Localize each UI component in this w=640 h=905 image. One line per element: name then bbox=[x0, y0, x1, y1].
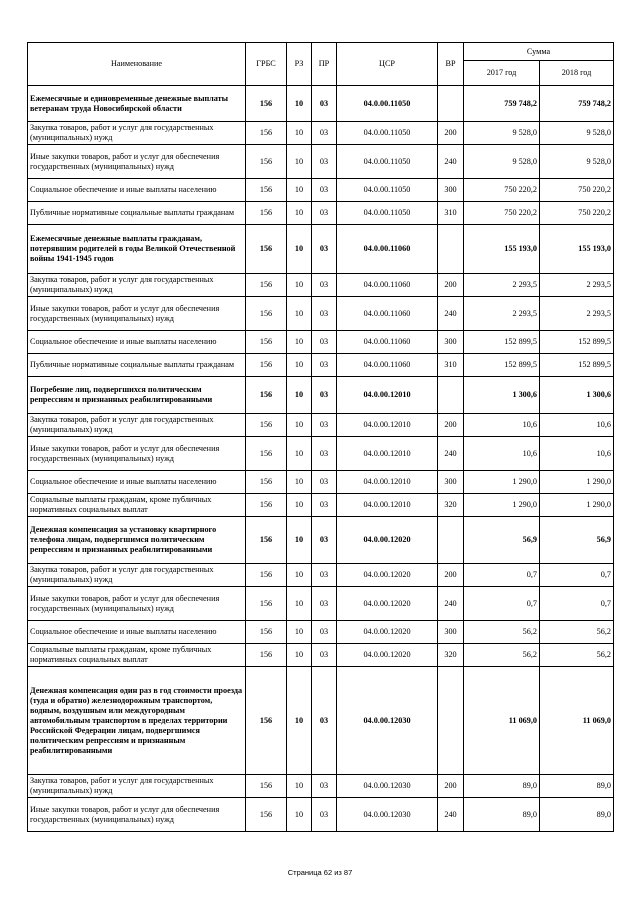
cell-pr: 03 bbox=[312, 517, 337, 564]
cell-vr: 300 bbox=[438, 471, 464, 494]
cell-rz: 10 bbox=[287, 225, 312, 274]
cell-vr bbox=[438, 225, 464, 274]
cell-grbs: 156 bbox=[246, 564, 287, 587]
cell-rz: 10 bbox=[287, 667, 312, 775]
cell-vr: 240 bbox=[438, 145, 464, 179]
cell-y2018: 152 899,5 bbox=[540, 331, 614, 354]
cell-y2018: 2 293,5 bbox=[540, 274, 614, 297]
cell-grbs: 156 bbox=[246, 86, 287, 122]
cell-rz: 10 bbox=[287, 564, 312, 587]
cell-name: Социальное обеспечение и иные выплаты населению bbox=[28, 621, 246, 644]
table-row bbox=[28, 225, 614, 274]
cell-vr bbox=[438, 517, 464, 564]
cell-pr: 03 bbox=[312, 354, 337, 377]
cell-csr: 04.0.00.12010 bbox=[337, 494, 438, 517]
cell-csr: 04.0.00.12020 bbox=[337, 564, 438, 587]
cell-csr: 04.0.00.12030 bbox=[337, 775, 438, 798]
table-row bbox=[28, 414, 614, 437]
cell-vr bbox=[438, 377, 464, 414]
cell-vr: 200 bbox=[438, 122, 464, 145]
cell-csr: 04.0.00.11060 bbox=[337, 297, 438, 331]
cell-name: Закупка товаров, работ и услуг для государственных (муниципальных) нужд bbox=[28, 414, 246, 437]
cell-y2017: 89,0 bbox=[464, 775, 540, 798]
table-row bbox=[28, 274, 614, 297]
cell-y2018: 1 290,0 bbox=[540, 471, 614, 494]
header-csr: ЦСР bbox=[337, 43, 438, 86]
cell-csr: 04.0.00.12030 bbox=[337, 667, 438, 775]
cell-grbs: 156 bbox=[246, 331, 287, 354]
cell-rz: 10 bbox=[287, 331, 312, 354]
cell-y2018: 89,0 bbox=[540, 775, 614, 798]
cell-y2017: 152 899,5 bbox=[464, 331, 540, 354]
cell-name: Денежная компенсация за установку квартирного телефона лицам, подвергшимся политическим репрессиям и признанных реабилитированными bbox=[28, 517, 246, 564]
cell-grbs: 156 bbox=[246, 354, 287, 377]
table-row bbox=[28, 667, 614, 775]
cell-vr: 200 bbox=[438, 274, 464, 297]
cell-vr: 300 bbox=[438, 621, 464, 644]
cell-y2017: 1 300,6 bbox=[464, 377, 540, 414]
table-row bbox=[28, 86, 614, 122]
cell-csr: 04.0.00.11050 bbox=[337, 122, 438, 145]
cell-rz: 10 bbox=[287, 587, 312, 621]
cell-name: Иные закупки товаров, работ и услуг для обеспечения государственных (муниципальных) нужд bbox=[28, 587, 246, 621]
cell-pr: 03 bbox=[312, 145, 337, 179]
cell-csr: 04.0.00.11050 bbox=[337, 86, 438, 122]
cell-name: Социальное обеспечение и иные выплаты населению bbox=[28, 331, 246, 354]
table-row bbox=[28, 798, 614, 832]
header-vr: ВР bbox=[438, 43, 464, 86]
cell-rz: 10 bbox=[287, 86, 312, 122]
table-row bbox=[28, 297, 614, 331]
cell-pr: 03 bbox=[312, 297, 337, 331]
cell-y2018: 2 293,5 bbox=[540, 297, 614, 331]
cell-y2017: 152 899,5 bbox=[464, 354, 540, 377]
cell-rz: 10 bbox=[287, 798, 312, 832]
cell-y2017: 10,6 bbox=[464, 437, 540, 471]
cell-y2017: 56,2 bbox=[464, 621, 540, 644]
cell-pr: 03 bbox=[312, 86, 337, 122]
cell-y2018: 1 290,0 bbox=[540, 494, 614, 517]
cell-y2017: 9 528,0 bbox=[464, 145, 540, 179]
cell-y2018: 9 528,0 bbox=[540, 145, 614, 179]
cell-y2018: 0,7 bbox=[540, 587, 614, 621]
cell-grbs: 156 bbox=[246, 122, 287, 145]
cell-y2017: 155 193,0 bbox=[464, 225, 540, 274]
cell-vr: 320 bbox=[438, 494, 464, 517]
cell-y2017: 2 293,5 bbox=[464, 297, 540, 331]
cell-vr: 200 bbox=[438, 564, 464, 587]
cell-grbs: 156 bbox=[246, 775, 287, 798]
cell-csr: 04.0.00.12030 bbox=[337, 798, 438, 832]
cell-name: Социальное обеспечение и иные выплаты населению bbox=[28, 471, 246, 494]
cell-grbs: 156 bbox=[246, 587, 287, 621]
cell-y2017: 9 528,0 bbox=[464, 122, 540, 145]
cell-y2017: 89,0 bbox=[464, 798, 540, 832]
cell-pr: 03 bbox=[312, 414, 337, 437]
table-row bbox=[28, 377, 614, 414]
cell-y2017: 2 293,5 bbox=[464, 274, 540, 297]
cell-y2017: 1 290,0 bbox=[464, 471, 540, 494]
cell-grbs: 156 bbox=[246, 225, 287, 274]
cell-vr: 200 bbox=[438, 775, 464, 798]
cell-name: Погребение лиц, подвергшихся политическим репрессиям и признанных реабилитированными bbox=[28, 377, 246, 414]
table-row bbox=[28, 517, 614, 564]
cell-csr: 04.0.00.11050 bbox=[337, 179, 438, 202]
cell-pr: 03 bbox=[312, 644, 337, 667]
cell-csr: 04.0.00.11060 bbox=[337, 354, 438, 377]
cell-csr: 04.0.00.12020 bbox=[337, 517, 438, 564]
cell-y2017: 0,7 bbox=[464, 587, 540, 621]
table-row bbox=[28, 437, 614, 471]
cell-pr: 03 bbox=[312, 225, 337, 274]
cell-csr: 04.0.00.12020 bbox=[337, 587, 438, 621]
cell-name: Закупка товаров, работ и услуг для государственных (муниципальных) нужд bbox=[28, 274, 246, 297]
cell-y2017: 759 748,2 bbox=[464, 86, 540, 122]
cell-rz: 10 bbox=[287, 377, 312, 414]
cell-name: Социальные выплаты гражданам, кроме публичных нормативных социальных выплат bbox=[28, 644, 246, 667]
cell-rz: 10 bbox=[287, 437, 312, 471]
cell-rz: 10 bbox=[287, 494, 312, 517]
cell-rz: 10 bbox=[287, 274, 312, 297]
cell-vr: 240 bbox=[438, 437, 464, 471]
cell-rz: 10 bbox=[287, 122, 312, 145]
cell-grbs: 156 bbox=[246, 297, 287, 331]
cell-y2018: 10,6 bbox=[540, 414, 614, 437]
cell-name: Закупка товаров, работ и услуг для государственных (муниципальных) нужд bbox=[28, 775, 246, 798]
cell-grbs: 156 bbox=[246, 494, 287, 517]
budget-table bbox=[27, 42, 614, 832]
cell-pr: 03 bbox=[312, 494, 337, 517]
table-row bbox=[28, 331, 614, 354]
header-2018: 2018 год bbox=[540, 61, 614, 86]
cell-rz: 10 bbox=[287, 414, 312, 437]
cell-grbs: 156 bbox=[246, 202, 287, 225]
cell-vr: 300 bbox=[438, 179, 464, 202]
cell-y2018: 155 193,0 bbox=[540, 225, 614, 274]
cell-grbs: 156 bbox=[246, 414, 287, 437]
cell-csr: 04.0.00.11060 bbox=[337, 274, 438, 297]
cell-grbs: 156 bbox=[246, 667, 287, 775]
cell-rz: 10 bbox=[287, 145, 312, 179]
table-row bbox=[28, 644, 614, 667]
cell-name: Иные закупки товаров, работ и услуг для обеспечения государственных (муниципальных) нужд bbox=[28, 145, 246, 179]
cell-pr: 03 bbox=[312, 179, 337, 202]
table-row bbox=[28, 145, 614, 179]
cell-name: Иные закупки товаров, работ и услуг для обеспечения государственных (муниципальных) нужд bbox=[28, 798, 246, 832]
cell-y2017: 11 069,0 bbox=[464, 667, 540, 775]
cell-grbs: 156 bbox=[246, 437, 287, 471]
cell-csr: 04.0.00.11050 bbox=[337, 202, 438, 225]
cell-grbs: 156 bbox=[246, 517, 287, 564]
cell-y2017: 1 290,0 bbox=[464, 494, 540, 517]
cell-rz: 10 bbox=[287, 354, 312, 377]
cell-vr: 310 bbox=[438, 202, 464, 225]
cell-y2018: 9 528,0 bbox=[540, 122, 614, 145]
cell-name: Иные закупки товаров, работ и услуг для обеспечения государственных (муниципальных) нужд bbox=[28, 297, 246, 331]
cell-y2017: 56,2 bbox=[464, 644, 540, 667]
cell-y2018: 750 220,2 bbox=[540, 179, 614, 202]
cell-grbs: 156 bbox=[246, 798, 287, 832]
cell-grbs: 156 bbox=[246, 621, 287, 644]
cell-pr: 03 bbox=[312, 274, 337, 297]
header-rz: РЗ bbox=[287, 43, 312, 86]
cell-pr: 03 bbox=[312, 621, 337, 644]
table-row bbox=[28, 179, 614, 202]
header-grbs: ГРБС bbox=[246, 43, 287, 86]
cell-csr: 04.0.00.12020 bbox=[337, 621, 438, 644]
table-row bbox=[28, 354, 614, 377]
cell-y2018: 56,2 bbox=[540, 644, 614, 667]
page-footer: Страница 62 из 87 bbox=[287, 868, 353, 877]
cell-rz: 10 bbox=[287, 644, 312, 667]
cell-vr bbox=[438, 86, 464, 122]
cell-vr: 310 bbox=[438, 354, 464, 377]
cell-csr: 04.0.00.12010 bbox=[337, 437, 438, 471]
cell-y2017: 10,6 bbox=[464, 414, 540, 437]
cell-y2018: 56,9 bbox=[540, 517, 614, 564]
cell-y2018: 56,2 bbox=[540, 621, 614, 644]
cell-y2018: 11 069,0 bbox=[540, 667, 614, 775]
cell-pr: 03 bbox=[312, 667, 337, 775]
cell-csr: 04.0.00.11060 bbox=[337, 331, 438, 354]
cell-grbs: 156 bbox=[246, 471, 287, 494]
cell-name: Социальное обеспечение и иные выплаты населению bbox=[28, 179, 246, 202]
cell-rz: 10 bbox=[287, 517, 312, 564]
table-row bbox=[28, 122, 614, 145]
cell-pr: 03 bbox=[312, 775, 337, 798]
cell-name: Закупка товаров, работ и услуг для государственных (муниципальных) нужд bbox=[28, 564, 246, 587]
table-row bbox=[28, 587, 614, 621]
cell-pr: 03 bbox=[312, 377, 337, 414]
cell-pr: 03 bbox=[312, 202, 337, 225]
cell-rz: 10 bbox=[287, 179, 312, 202]
cell-grbs: 156 bbox=[246, 145, 287, 179]
header-name: Наименование bbox=[28, 43, 246, 86]
cell-rz: 10 bbox=[287, 471, 312, 494]
cell-y2018: 152 899,5 bbox=[540, 354, 614, 377]
cell-pr: 03 bbox=[312, 798, 337, 832]
cell-csr: 04.0.00.12020 bbox=[337, 644, 438, 667]
cell-csr: 04.0.00.12010 bbox=[337, 471, 438, 494]
cell-y2018: 750 220,2 bbox=[540, 202, 614, 225]
cell-y2017: 750 220,2 bbox=[464, 202, 540, 225]
cell-rz: 10 bbox=[287, 297, 312, 331]
header-2017: 2017 год bbox=[464, 61, 540, 86]
table-row bbox=[28, 564, 614, 587]
cell-name: Публичные нормативные социальные выплаты гражданам bbox=[28, 354, 246, 377]
cell-grbs: 156 bbox=[246, 377, 287, 414]
cell-name: Денежная компенсация один раз в год стоимости проезда (туда и обратно) железнодорожным транспортом, водным, воздушным или междугородным автомобильным транспортом в пределах территории Российской Федерации лицам, подвергшимся политическим репрессиям и признанным реабилитированными bbox=[28, 667, 246, 775]
cell-pr: 03 bbox=[312, 122, 337, 145]
cell-name: Ежемесячные и единовременные денежные выплаты ветеранам труда Новосибирской области bbox=[28, 86, 246, 122]
cell-rz: 10 bbox=[287, 775, 312, 798]
cell-vr: 240 bbox=[438, 297, 464, 331]
cell-name: Ежемесячные денежные выплаты гражданам, потерявшим родителей в годы Великой Отечественной войны 1941-1945 годов bbox=[28, 225, 246, 274]
cell-csr: 04.0.00.11060 bbox=[337, 225, 438, 274]
cell-pr: 03 bbox=[312, 471, 337, 494]
cell-vr: 300 bbox=[438, 331, 464, 354]
cell-y2017: 0,7 bbox=[464, 564, 540, 587]
cell-grbs: 156 bbox=[246, 644, 287, 667]
cell-y2018: 1 300,6 bbox=[540, 377, 614, 414]
cell-csr: 04.0.00.12010 bbox=[337, 414, 438, 437]
cell-name: Социальные выплаты гражданам, кроме публичных нормативных социальных выплат bbox=[28, 494, 246, 517]
table-row bbox=[28, 494, 614, 517]
cell-y2018: 759 748,2 bbox=[540, 86, 614, 122]
cell-pr: 03 bbox=[312, 437, 337, 471]
cell-csr: 04.0.00.12010 bbox=[337, 377, 438, 414]
cell-pr: 03 bbox=[312, 587, 337, 621]
cell-vr: 200 bbox=[438, 414, 464, 437]
table-row bbox=[28, 202, 614, 225]
header-pr: ПР bbox=[312, 43, 337, 86]
cell-y2018: 89,0 bbox=[540, 798, 614, 832]
cell-name: Закупка товаров, работ и услуг для государственных (муниципальных) нужд bbox=[28, 122, 246, 145]
cell-y2017: 750 220,2 bbox=[464, 179, 540, 202]
cell-vr: 240 bbox=[438, 798, 464, 832]
table-row bbox=[28, 775, 614, 798]
cell-y2018: 10,6 bbox=[540, 437, 614, 471]
cell-rz: 10 bbox=[287, 202, 312, 225]
cell-y2017: 56,9 bbox=[464, 517, 540, 564]
cell-vr: 320 bbox=[438, 644, 464, 667]
table-row bbox=[28, 621, 614, 644]
cell-csr: 04.0.00.11050 bbox=[337, 145, 438, 179]
cell-pr: 03 bbox=[312, 331, 337, 354]
cell-grbs: 156 bbox=[246, 274, 287, 297]
cell-rz: 10 bbox=[287, 621, 312, 644]
table-row bbox=[28, 471, 614, 494]
cell-name: Иные закупки товаров, работ и услуг для обеспечения государственных (муниципальных) нужд bbox=[28, 437, 246, 471]
cell-vr bbox=[438, 667, 464, 775]
header-sum: Сумма bbox=[464, 43, 614, 61]
cell-grbs: 156 bbox=[246, 179, 287, 202]
cell-pr: 03 bbox=[312, 564, 337, 587]
cell-name: Публичные нормативные социальные выплаты гражданам bbox=[28, 202, 246, 225]
cell-vr: 240 bbox=[438, 587, 464, 621]
cell-y2018: 0,7 bbox=[540, 564, 614, 587]
table-body bbox=[28, 86, 614, 832]
